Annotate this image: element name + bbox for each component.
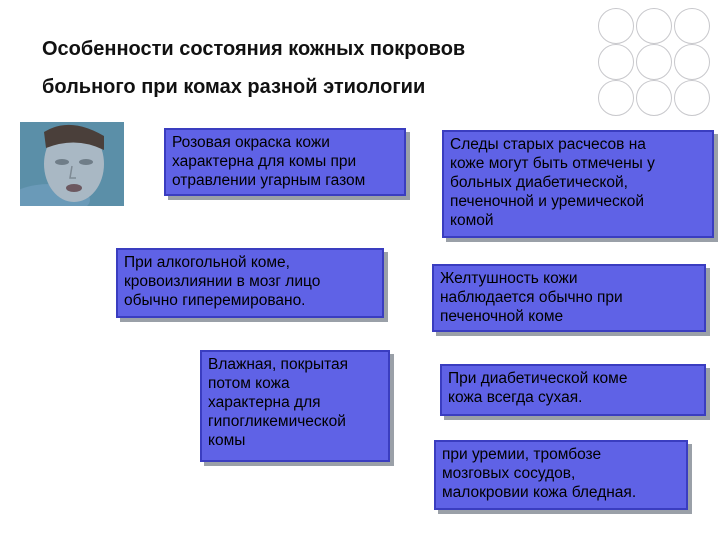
info-box-diabetic-coma — [440, 364, 706, 416]
info-box-alcoholic-coma — [116, 248, 384, 318]
title-line-2: больного при комах разной этиологии — [42, 76, 426, 98]
info-text: Желтушность кожи наблюдается обычно при печеночной коме — [440, 270, 623, 325]
info-text: Розовая окраска кожи характерна для комы при отравлении угарным газом — [172, 134, 366, 189]
info-box-scratch-marks — [442, 130, 714, 238]
info-text: Следы старых расчесов на коже могут быть отмечены у больных диабетической, печеночной и уремической комой — [450, 136, 655, 229]
info-text: При диабетической коме кожа всегда сухая. — [448, 370, 628, 406]
info-box-hypoglycemic — [200, 350, 390, 462]
patient-face-photo — [20, 122, 124, 206]
info-text: Влажная, покрытая потом кожа характерна для гипогликемической комы — [208, 356, 349, 449]
info-box-uremia — [434, 440, 688, 510]
info-text: при уремии, тромбозе мозговых сосудов, малокровии кожа бледная. — [442, 446, 637, 501]
info-box-carbon-monoxide — [164, 128, 406, 196]
slide-title — [42, 30, 642, 106]
info-text: При алкогольной коме, кровоизлиянии в мозг лицо обычно гиперемировано. — [124, 254, 321, 309]
info-box-jaundice — [432, 264, 706, 332]
title-line-1: Особенности состояния кожных покровов — [42, 38, 466, 60]
